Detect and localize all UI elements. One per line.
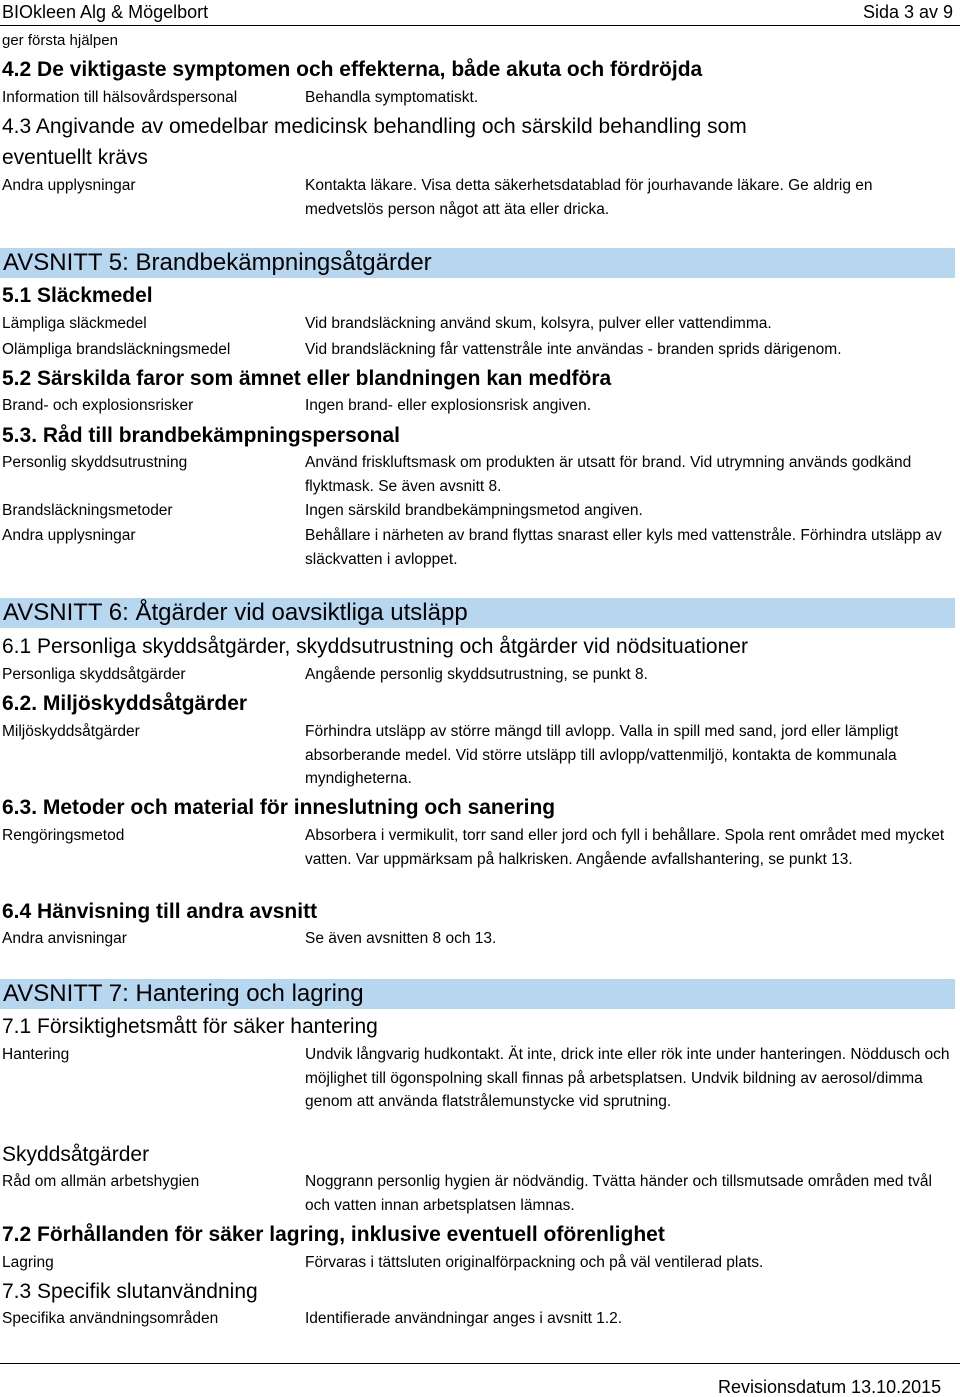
heading-7-1: 7.1 Försiktighetsmått för säker hantering	[2, 1015, 378, 1038]
section7-title: AVSNITT 7: Hantering och lagring	[3, 980, 364, 1007]
value-5-3a: Använd friskluftsmask om produkten är utsatt för brand. Vid utrymning används godkänd flyktmask. Se även avsnitt 8.	[305, 454, 912, 495]
label-6-2: Miljöskyddsåtgärder	[2, 723, 140, 740]
value-5-1a: Vid brandsläckning använd skum, kolsyra, pulver eller vattendimma.	[305, 315, 772, 332]
label-5-2: Brand- och explosionsrisker	[2, 397, 194, 414]
heading-7-3: 7.3 Specifik slutanvändning	[2, 1280, 258, 1303]
label-4-3: Andra upplysningar	[2, 177, 136, 194]
label-7-3: Specifika användningsområden	[2, 1310, 219, 1327]
value-6-4: Se även avsnitten 8 och 13.	[305, 930, 497, 947]
heading-4-3-cont: eventuellt krävs	[2, 146, 148, 169]
footer-rule	[0, 1363, 960, 1364]
heading-6-3: 6.3. Metoder och material för inneslutning och sanering	[2, 796, 556, 819]
label-5-1b: Olämpliga brandsläckningsmedel	[2, 341, 231, 358]
value-7-2: Förvaras i tättsluten originalförpackning och på väl ventilerad plats.	[305, 1254, 764, 1271]
label-6-1: Personliga skyddsåtgärder	[2, 666, 186, 683]
label-7-2: Lagring	[2, 1254, 54, 1271]
label-6-4: Andra anvisningar	[2, 930, 127, 947]
value-7-1: Undvik långvarig hudkontakt. Ät inte, drick inte eller rök inte under hanteringen. Nöddusch och möjlighet till ögonspolning skall finnas på arbetsplatsen. Undvik bildning av aerosol/dimma genom att använda flatstrålemunstycke vid sprutning.	[305, 1046, 950, 1110]
heading-6-2: 6.2. Miljöskyddsåtgärder	[2, 692, 248, 715]
label-5-3a: Personlig skyddsutrustning	[2, 454, 188, 471]
value-5-1b: Vid brandsläckning får vattenstråle inte användas - branden sprids därigenom.	[305, 341, 842, 358]
page-number: Sida 3 av 9	[863, 2, 954, 22]
section6-title: AVSNITT 6: Åtgärder vid oavsiktliga utsläpp	[3, 599, 468, 626]
label-4-2: Information till hälsovårdspersonal	[2, 89, 238, 106]
heading-6-1: 6.1 Personliga skyddsåtgärder, skyddsutrustning och åtgärder vid nödsituationer	[2, 635, 748, 658]
value-6-2: Förhindra utsläpp av större mängd till avlopp. Valla in spill med sand, jord eller lämpligt absorberande medel. Vid större utsläpp till avlopp/vattenmiljö, kontakta de kommunala myndigheterna.	[305, 723, 899, 787]
heading-5-1: 5.1 Släckmedel	[2, 284, 153, 307]
heading-skyddsatgarder: Skyddsåtgärder	[2, 1143, 150, 1166]
section5-title: AVSNITT 5: Brandbekämpningsåtgärder	[3, 249, 432, 276]
heading-5-3: 5.3. Råd till brandbekämpningspersonal	[2, 424, 400, 447]
label-skydd: Råd om allmän arbetshygien	[2, 1173, 200, 1190]
value-5-3b: Ingen särskild brandbekämpningsmetod angiven.	[305, 502, 643, 519]
header-rule	[0, 25, 960, 26]
label-7-1: Hantering	[2, 1046, 70, 1063]
section4-continuation: ger första hjälpen	[2, 32, 118, 49]
section6-band	[0, 598, 955, 628]
section5-band	[0, 248, 955, 278]
heading-6-4: 6.4 Hänvisning till andra avsnitt	[2, 900, 318, 923]
value-6-1: Angående personlig skyddsutrustning, se punkt 8.	[305, 666, 648, 683]
revision-date: Revisionsdatum 13.10.2015	[718, 1377, 942, 1397]
heading-4-3: 4.3 Angivande av omedelbar medicinsk behandling och särskild behandling som	[2, 115, 747, 138]
document-title: BIOkleen Alg & Mögelbort	[2, 2, 209, 22]
section7-band	[0, 979, 955, 1009]
value-skydd: Noggrann personlig hygien är nödvändig. Tvätta händer och tillsmutsade områden med tvål och vatten innan arbetsplatsen lämnas.	[305, 1173, 932, 1214]
heading-5-2: 5.2 Särskilda faror som ämnet eller blandningen kan medföra	[2, 367, 612, 390]
label-6-3: Rengöringsmetod	[2, 827, 125, 844]
value-5-2: Ingen brand- eller explosionsrisk angiven.	[305, 397, 592, 414]
value-7-3: Identifierade användningar anges i avsnitt 1.2.	[305, 1310, 623, 1327]
heading-7-2: 7.2 Förhållanden för säker lagring, inklusive eventuell oförenlighet	[2, 1223, 665, 1246]
label-5-3b: Brandsläckningsmetoder	[2, 502, 173, 519]
label-5-3c: Andra upplysningar	[2, 527, 136, 544]
value-5-3c: Behållare i närheten av brand flyttas snarast eller kyls med vattenstråle. Förhindra utsläpp av släckvatten i avloppet.	[305, 527, 942, 568]
value-4-3: Kontakta läkare. Visa detta säkerhetsdatablad för jourhavande läkare. Ge aldrig en medvetslös person något att äta eller dricka.	[305, 177, 873, 218]
value-6-3: Absorbera i vermikulit, torr sand eller jord och fyll i behållare. Spola rent området med mycket vatten. Var uppmärksam på halkrisken. Angående avfallshantering, se punkt 13.	[305, 827, 945, 868]
label-5-1a: Lämpliga släckmedel	[2, 315, 147, 332]
value-4-2: Behandla symptomatiskt.	[305, 89, 479, 106]
heading-4-2: 4.2 De viktigaste symptomen och effekterna, både akuta och fördröjda	[2, 58, 703, 81]
